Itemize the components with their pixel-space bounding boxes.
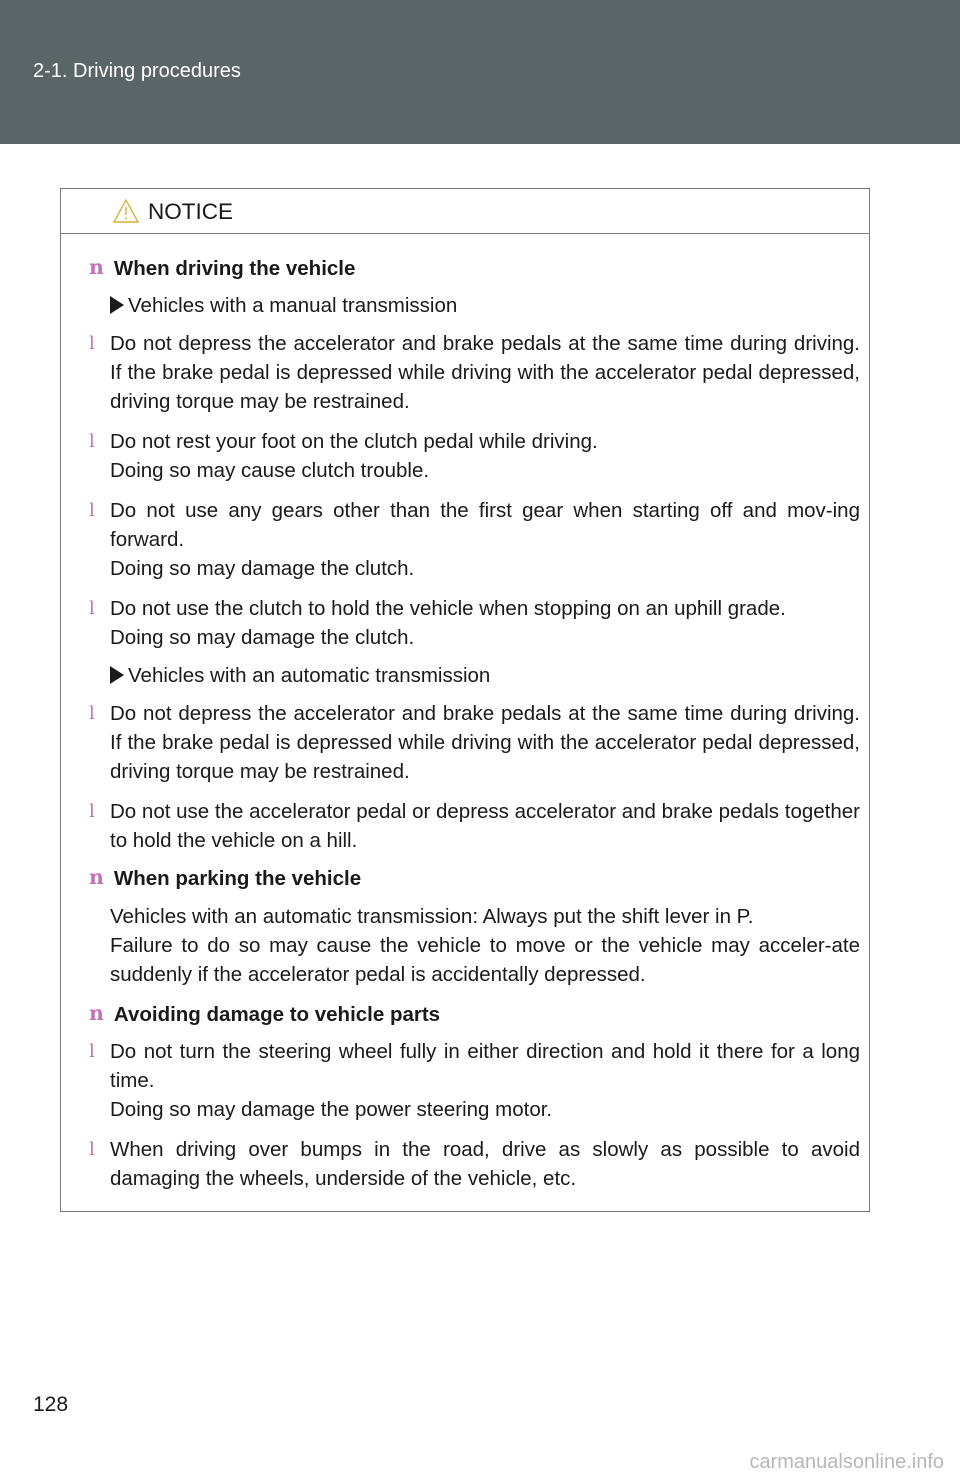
page-number: 128 xyxy=(33,1393,69,1416)
section-title-driving: n When driving the vehicle xyxy=(89,255,356,280)
list-item: l Do not use the accelerator pedal or depress accelerator and brake pedals together to hold the vehicle on a hill. xyxy=(89,797,860,855)
item-bullet-icon: l xyxy=(89,500,95,521)
section-title-avoiding-damage: n Avoiding damage to vehicle parts xyxy=(89,1001,441,1026)
item-bullet-icon: l xyxy=(89,703,95,724)
list-item: l Do not use any gears other than the first gear when starting off and mov-ing forward. Doing so may damage the clutch. xyxy=(89,496,860,583)
item-bullet-icon: l xyxy=(89,598,95,619)
section-breadcrumb: 2-1. Driving procedures xyxy=(33,60,241,82)
section-bullet-icon: n xyxy=(89,865,104,889)
watermark: carmanualsonline.info xyxy=(749,1451,944,1473)
list-item: l Do not use the clutch to hold the vehicle when stopping on an uphill grade. Doing so may damage the clutch. xyxy=(89,594,860,652)
notice-box xyxy=(60,188,870,1212)
triangle-right-icon xyxy=(110,296,124,314)
warning-triangle-icon xyxy=(113,199,139,223)
condition-manual-transmission: Vehicles with a manual transmission xyxy=(110,294,457,318)
item-bullet-icon: l xyxy=(89,1041,95,1062)
section-title-parking: n When parking the vehicle xyxy=(89,865,362,890)
item-bullet-icon: l xyxy=(89,1139,95,1160)
notice-header xyxy=(61,189,869,234)
list-item: l Do not rest your foot on the clutch pedal while driving. Doing so may cause clutch trouble. xyxy=(89,427,860,485)
section-bullet-icon: n xyxy=(89,255,104,279)
item-bullet-icon: l xyxy=(89,801,95,822)
section-bullet-icon: n xyxy=(89,1001,104,1025)
list-item: l Do not depress the accelerator and brake pedals at the same time during driving. If the brake pedal is depressed while driving with the accelerator pedal depressed, driving torque may be restrained. xyxy=(89,699,860,786)
triangle-right-icon xyxy=(110,666,124,684)
item-bullet-icon: l xyxy=(89,333,95,354)
parking-text: Vehicles with an automatic transmission: Always put the shift lever in P. Failure to do so may cause the vehicle to move or the vehicle may acceler-ate suddenly if the accelerator pedal is accidentally depressed. xyxy=(110,905,860,986)
page-header xyxy=(0,0,960,144)
list-item: l Do not turn the steering wheel fully in either direction and hold it there for a long time. Doing so may damage the power steering motor. xyxy=(89,1037,860,1124)
condition-automatic-transmission: Vehicles with an automatic transmission xyxy=(110,664,490,688)
item-bullet-icon: l xyxy=(89,431,95,452)
list-item: l When driving over bumps in the road, drive as slowly as possible to avoid damaging the wheels, underside of the vehicle, etc. xyxy=(89,1135,860,1193)
notice-title: NOTICE xyxy=(148,199,234,224)
list-item: l Do not depress the accelerator and brake pedals at the same time during driving. If the brake pedal is depressed while driving with the accelerator pedal depressed, driving torque may be restrained. xyxy=(89,329,860,416)
